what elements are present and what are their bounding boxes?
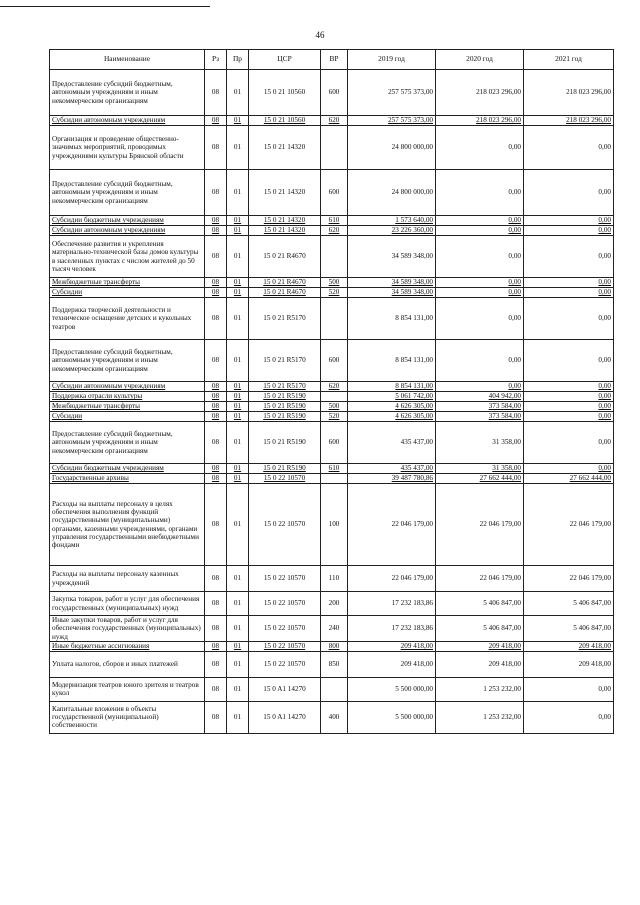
cell-vr <box>321 298 348 340</box>
table-row <box>50 566 614 592</box>
cell-csr: 15 0 21 14320 <box>249 126 321 170</box>
cell-vr: 620 <box>321 382 348 392</box>
cell-y2020: 0,00 <box>436 170 524 216</box>
cell-pr: 01 <box>227 170 249 216</box>
cell-vr: 400 <box>321 701 348 733</box>
cell-y2021: 5 406 847,00 <box>524 616 614 642</box>
cell-y2020: 0,00 <box>436 288 524 298</box>
cell-rz: 08 <box>205 474 227 484</box>
cell-pr: 01 <box>227 474 249 484</box>
cell-y2019: 34 589 348,00 <box>348 236 436 278</box>
cell-vr: 850 <box>321 651 348 677</box>
cell-rz: 08 <box>205 484 227 566</box>
cell-y2020: 0,00 <box>436 236 524 278</box>
cell-name: Предоставление субсидий бюджетным, автономным учреждениям и иным некоммерческим организациям <box>50 340 205 382</box>
cell-y2019: 1 573 640,00 <box>348 216 436 226</box>
cell-name: Капитальные вложения в объекты государственной (муниципальной) собственности <box>50 701 205 733</box>
cell-y2020: 1 253 232,00 <box>436 701 524 733</box>
cell-name: Обеспечение развития и укрепления материально-технической базы домов культуры в населенных пунктах с числом жителей до 50 тысяч человек <box>50 236 205 278</box>
cell-y2019: 257 575 373,00 <box>348 70 436 116</box>
cell-csr: 15 0 22 10570 <box>249 592 321 616</box>
cell-y2021: 0,00 <box>524 402 614 412</box>
cell-y2021: 0,00 <box>524 288 614 298</box>
cell-rz: 08 <box>205 70 227 116</box>
table-row <box>50 236 614 278</box>
cell-vr: 600 <box>321 170 348 216</box>
cell-rz: 08 <box>205 216 227 226</box>
cell-csr: 15 0 21 R5170 <box>249 298 321 340</box>
cell-name: Поддержка отрасли культуры <box>50 392 205 402</box>
cell-name: Расходы на выплаты персоналу в целях обеспечения выполнения функций государственными (муниципальными) органами, казенными учреждениями, органами управления государственными внебюджетными фондами <box>50 484 205 566</box>
cell-name: Поддержка творческой деятельности и техническое оснащение детских и кукольных театров <box>50 298 205 340</box>
table-row <box>50 464 614 474</box>
cell-rz: 08 <box>205 616 227 642</box>
cell-rz: 08 <box>205 288 227 298</box>
top-rule <box>0 6 210 7</box>
col-header-2021: 2021 год <box>524 50 614 70</box>
cell-pr: 01 <box>227 701 249 733</box>
col-header-vr: ВР <box>321 50 348 70</box>
cell-rz: 08 <box>205 340 227 382</box>
cell-y2021: 209 418,00 <box>524 641 614 651</box>
cell-csr: 15 0 21 R5190 <box>249 412 321 422</box>
cell-y2021: 0,00 <box>524 226 614 236</box>
cell-csr: 15 0 21 R5170 <box>249 382 321 392</box>
table-row <box>50 422 614 464</box>
cell-y2019: 257 575 373,00 <box>348 116 436 126</box>
cell-y2019: 34 589 348,00 <box>348 278 436 288</box>
cell-pr: 01 <box>227 422 249 464</box>
cell-rz: 08 <box>205 278 227 288</box>
cell-y2021: 0,00 <box>524 278 614 288</box>
cell-vr: 610 <box>321 216 348 226</box>
cell-y2019: 4 626 305,00 <box>348 402 436 412</box>
cell-csr: 15 0 21 R4670 <box>249 236 321 278</box>
cell-pr: 01 <box>227 641 249 651</box>
cell-rz: 08 <box>205 298 227 340</box>
cell-pr: 01 <box>227 616 249 642</box>
table-row <box>50 126 614 170</box>
cell-y2020: 31 358,00 <box>436 464 524 474</box>
cell-rz: 08 <box>205 464 227 474</box>
cell-rz: 08 <box>205 701 227 733</box>
cell-pr: 01 <box>227 216 249 226</box>
cell-y2019: 5 500 000,00 <box>348 701 436 733</box>
cell-y2020: 0,00 <box>436 340 524 382</box>
cell-rz: 08 <box>205 566 227 592</box>
cell-y2019: 23 226 360,00 <box>348 226 436 236</box>
cell-rz: 08 <box>205 226 227 236</box>
cell-y2020: 373 584,00 <box>436 412 524 422</box>
cell-pr: 01 <box>227 298 249 340</box>
cell-csr: 15 0 21 14320 <box>249 216 321 226</box>
table-row <box>50 216 614 226</box>
cell-pr: 01 <box>227 412 249 422</box>
cell-y2021: 0,00 <box>524 216 614 226</box>
cell-vr: 620 <box>321 116 348 126</box>
cell-pr: 01 <box>227 402 249 412</box>
cell-vr: 520 <box>321 288 348 298</box>
cell-name: Субсидии автономным учреждениям <box>50 116 205 126</box>
cell-y2020: 0,00 <box>436 226 524 236</box>
cell-csr: 15 0 22 10570 <box>249 474 321 484</box>
col-header-pr: Пр <box>227 50 249 70</box>
cell-y2021: 0,00 <box>524 412 614 422</box>
cell-pr: 01 <box>227 677 249 701</box>
cell-y2021: 0,00 <box>524 298 614 340</box>
cell-rz: 08 <box>205 641 227 651</box>
cell-vr: 600 <box>321 340 348 382</box>
cell-y2021: 22 046 179,00 <box>524 566 614 592</box>
cell-csr: 15 0 21 R5170 <box>249 340 321 382</box>
cell-y2020: 22 046 179,00 <box>436 566 524 592</box>
cell-pr: 01 <box>227 651 249 677</box>
cell-csr: 15 0 21 R5190 <box>249 464 321 474</box>
cell-y2020: 373 584,00 <box>436 402 524 412</box>
cell-vr: 610 <box>321 464 348 474</box>
budget-table <box>49 49 614 734</box>
cell-rz: 08 <box>205 126 227 170</box>
table-row <box>50 402 614 412</box>
cell-y2021: 0,00 <box>524 677 614 701</box>
cell-csr: 15 0 A1 14270 <box>249 677 321 701</box>
cell-y2019: 8 854 131,00 <box>348 298 436 340</box>
table-row <box>50 392 614 402</box>
cell-y2019: 209 418,00 <box>348 641 436 651</box>
cell-name: Модернизация театров юного зрителя и театров кукол <box>50 677 205 701</box>
cell-name: Уплата налогов, сборов и иных платежей <box>50 651 205 677</box>
cell-pr: 01 <box>227 464 249 474</box>
cell-name: Расходы на выплаты персоналу казенных учреждений <box>50 566 205 592</box>
cell-vr: 800 <box>321 641 348 651</box>
cell-pr: 01 <box>227 116 249 126</box>
cell-y2020: 0,00 <box>436 126 524 170</box>
cell-csr: 15 0 A1 14270 <box>249 701 321 733</box>
cell-csr: 15 0 21 R5190 <box>249 392 321 402</box>
cell-name: Иные бюджетные ассигнования <box>50 641 205 651</box>
cell-vr: 200 <box>321 592 348 616</box>
table-row <box>50 616 614 642</box>
cell-pr: 01 <box>227 484 249 566</box>
cell-rz: 08 <box>205 236 227 278</box>
table-row <box>50 226 614 236</box>
cell-y2020: 31 358,00 <box>436 422 524 464</box>
cell-y2019: 34 589 348,00 <box>348 288 436 298</box>
cell-y2021: 218 023 296,00 <box>524 116 614 126</box>
cell-y2019: 435 437,00 <box>348 422 436 464</box>
cell-y2020: 209 418,00 <box>436 641 524 651</box>
cell-pr: 01 <box>227 340 249 382</box>
table-row <box>50 298 614 340</box>
cell-csr: 15 0 21 R5190 <box>249 422 321 464</box>
cell-name: Иные закупки товаров, работ и услуг для обеспечения государственных (муниципальных) нужд <box>50 616 205 642</box>
cell-pr: 01 <box>227 392 249 402</box>
table-header-row <box>50 50 614 70</box>
cell-rz: 08 <box>205 422 227 464</box>
cell-y2021: 0,00 <box>524 126 614 170</box>
col-header-rz: Рз <box>205 50 227 70</box>
table-row <box>50 288 614 298</box>
cell-y2020: 1 253 232,00 <box>436 677 524 701</box>
cell-pr: 01 <box>227 126 249 170</box>
cell-y2021: 0,00 <box>524 464 614 474</box>
table-row <box>50 382 614 392</box>
table-row <box>50 701 614 733</box>
cell-pr: 01 <box>227 288 249 298</box>
cell-vr: 600 <box>321 70 348 116</box>
cell-csr: 15 0 21 R4670 <box>249 288 321 298</box>
col-header-name: Наименование <box>50 50 205 70</box>
cell-y2021: 0,00 <box>524 701 614 733</box>
cell-name: Субсидии бюджетным учреждениям <box>50 216 205 226</box>
cell-y2019: 22 046 179,00 <box>348 484 436 566</box>
table-row <box>50 651 614 677</box>
cell-name: Государственные архивы <box>50 474 205 484</box>
cell-name: Субсидии автономным учреждениям <box>50 382 205 392</box>
cell-vr <box>321 474 348 484</box>
cell-y2020: 27 662 444,00 <box>436 474 524 484</box>
cell-csr: 15 0 21 R5190 <box>249 402 321 412</box>
cell-name: Межбюджетные трансферты <box>50 278 205 288</box>
cell-y2021: 0,00 <box>524 340 614 382</box>
cell-vr <box>321 126 348 170</box>
cell-csr: 15 0 21 R4670 <box>249 278 321 288</box>
cell-csr: 15 0 22 10570 <box>249 641 321 651</box>
cell-y2019: 5 061 742,00 <box>348 392 436 402</box>
table-row <box>50 116 614 126</box>
cell-pr: 01 <box>227 278 249 288</box>
cell-y2019: 17 232 183,86 <box>348 616 436 642</box>
cell-name: Предоставление субсидий бюджетным, автономным учреждениям и иным некоммерческим организациям <box>50 170 205 216</box>
cell-y2021: 218 023 296,00 <box>524 70 614 116</box>
cell-csr: 15 0 22 10570 <box>249 651 321 677</box>
table-body <box>50 70 614 734</box>
table-row <box>50 474 614 484</box>
table-row <box>50 677 614 701</box>
cell-name: Межбюджетные трансферты <box>50 402 205 412</box>
col-header-2019: 2019 год <box>348 50 436 70</box>
cell-y2021: 0,00 <box>524 422 614 464</box>
cell-y2020: 0,00 <box>436 216 524 226</box>
cell-y2020: 22 046 179,00 <box>436 484 524 566</box>
table-row <box>50 484 614 566</box>
cell-name: Закупка товаров, работ и услуг для обеспечения государственных (муниципальных) нужд <box>50 592 205 616</box>
cell-rz: 08 <box>205 402 227 412</box>
cell-y2021: 209 418,00 <box>524 651 614 677</box>
cell-y2019: 8 854 131,00 <box>348 382 436 392</box>
cell-rz: 08 <box>205 382 227 392</box>
cell-y2021: 0,00 <box>524 236 614 278</box>
cell-pr: 01 <box>227 566 249 592</box>
table-row <box>50 70 614 116</box>
cell-rz: 08 <box>205 412 227 422</box>
cell-csr: 15 0 22 10570 <box>249 616 321 642</box>
cell-y2021: 0,00 <box>524 392 614 402</box>
col-header-2020: 2020 год <box>436 50 524 70</box>
table-row <box>50 170 614 216</box>
cell-y2020: 5 406 847,00 <box>436 592 524 616</box>
cell-y2020: 0,00 <box>436 278 524 288</box>
cell-csr: 15 0 21 14320 <box>249 226 321 236</box>
cell-name: Предоставление субсидий бюджетным, автономным учреждениям и иным некоммерческим организациям <box>50 422 205 464</box>
cell-rz: 08 <box>205 651 227 677</box>
cell-name: Субсидии <box>50 412 205 422</box>
cell-y2019: 39 487 780,86 <box>348 474 436 484</box>
cell-y2021: 22 046 179,00 <box>524 484 614 566</box>
cell-name: Предоставление субсидий бюджетным, автономным учреждениям и иным некоммерческим организациям <box>50 70 205 116</box>
cell-y2020: 0,00 <box>436 382 524 392</box>
cell-y2019: 8 854 131,00 <box>348 340 436 382</box>
col-header-csr: ЦСР <box>249 50 321 70</box>
cell-vr: 500 <box>321 402 348 412</box>
cell-rz: 08 <box>205 677 227 701</box>
cell-y2020: 5 406 847,00 <box>436 616 524 642</box>
cell-y2020: 0,00 <box>436 298 524 340</box>
cell-csr: 15 0 21 14320 <box>249 170 321 216</box>
cell-vr <box>321 236 348 278</box>
cell-vr: 100 <box>321 484 348 566</box>
cell-name: Организация и проведение общественно-значимых мероприятий, проводимых учреждениями культуры Брянской области <box>50 126 205 170</box>
cell-y2019: 5 500 000,00 <box>348 677 436 701</box>
table-row <box>50 641 614 651</box>
cell-vr: 500 <box>321 278 348 288</box>
cell-csr: 15 0 21 10560 <box>249 70 321 116</box>
cell-y2020: 209 418,00 <box>436 651 524 677</box>
cell-pr: 01 <box>227 382 249 392</box>
cell-y2019: 17 232 183,86 <box>348 592 436 616</box>
cell-y2019: 24 800 000,00 <box>348 170 436 216</box>
cell-y2020: 218 023 296,00 <box>436 70 524 116</box>
cell-y2021: 0,00 <box>524 170 614 216</box>
cell-y2020: 218 023 296,00 <box>436 116 524 126</box>
cell-y2019: 24 800 000,00 <box>348 126 436 170</box>
cell-name: Субсидии бюджетным учреждениям <box>50 464 205 474</box>
table-row <box>50 592 614 616</box>
cell-rz: 08 <box>205 392 227 402</box>
cell-name: Субсидии автономным учреждениям <box>50 226 205 236</box>
cell-rz: 08 <box>205 116 227 126</box>
cell-vr: 620 <box>321 226 348 236</box>
cell-rz: 08 <box>205 592 227 616</box>
cell-y2019: 209 418,00 <box>348 651 436 677</box>
cell-csr: 15 0 22 10570 <box>249 484 321 566</box>
cell-y2019: 4 626 305,00 <box>348 412 436 422</box>
cell-pr: 01 <box>227 592 249 616</box>
cell-vr: 240 <box>321 616 348 642</box>
cell-rz: 08 <box>205 170 227 216</box>
cell-y2020: 404 942,00 <box>436 392 524 402</box>
cell-csr: 15 0 21 10560 <box>249 116 321 126</box>
cell-y2021: 5 406 847,00 <box>524 592 614 616</box>
cell-vr: 600 <box>321 422 348 464</box>
cell-vr <box>321 392 348 402</box>
page-number: 46 <box>315 30 325 40</box>
cell-pr: 01 <box>227 70 249 116</box>
cell-y2019: 22 046 179,00 <box>348 566 436 592</box>
cell-y2019: 435 437,00 <box>348 464 436 474</box>
table-row <box>50 340 614 382</box>
cell-y2021: 27 662 444,00 <box>524 474 614 484</box>
cell-y2021: 0,00 <box>524 382 614 392</box>
cell-name: Субсидии <box>50 288 205 298</box>
table-row <box>50 278 614 288</box>
cell-pr: 01 <box>227 236 249 278</box>
table-row <box>50 412 614 422</box>
cell-csr: 15 0 22 10570 <box>249 566 321 592</box>
cell-vr: 110 <box>321 566 348 592</box>
cell-vr: 520 <box>321 412 348 422</box>
cell-vr <box>321 677 348 701</box>
cell-pr: 01 <box>227 226 249 236</box>
